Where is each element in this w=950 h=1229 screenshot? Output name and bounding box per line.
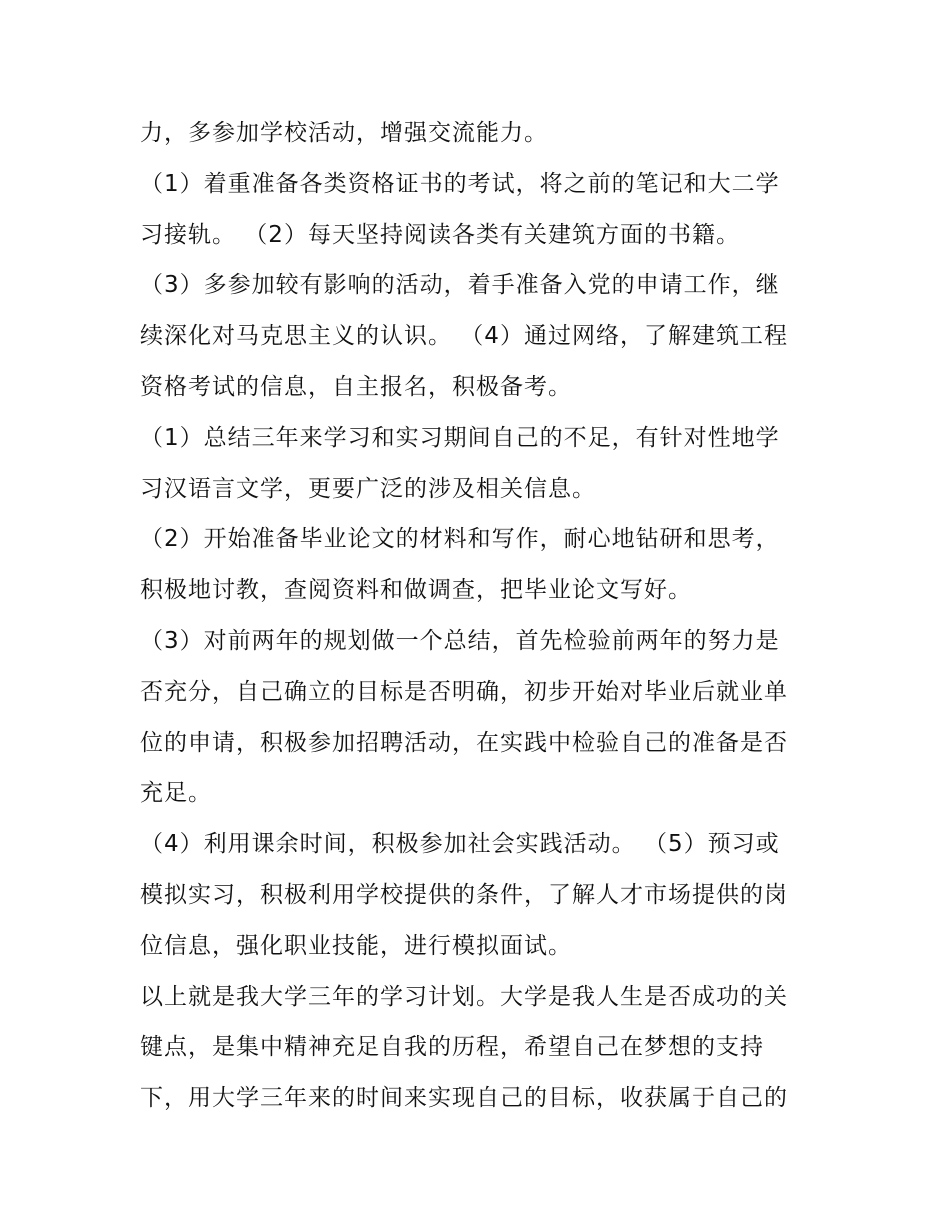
body-text bbox=[140, 108, 830, 1124]
text-line: 位的申请，积极参加招聘活动，在实践中检验自己的准备是否 bbox=[140, 729, 788, 756]
text-line: （1）总结三年来学习和实习期间自己的不足，有针对性地学 bbox=[140, 424, 780, 451]
text-line: （4）利用课余时间，积极参加社会实践活动。 （5）预习或 bbox=[140, 831, 780, 858]
text-line: 积极地讨教，查阅资料和做调查，把毕业论文写好。 bbox=[140, 577, 692, 604]
text-line: 模拟实习，积极利用学校提供的条件，了解人才市场提供的岗 bbox=[140, 881, 788, 908]
text-line: 力，多参加学校活动，增强交流能力。 bbox=[140, 120, 548, 146]
text-line: 习接轨。 （2）每天坚持阅读各类有关建筑方面的书籍。 bbox=[140, 221, 740, 248]
text-line: 位信息，强化职业技能，进行模拟面试。 bbox=[140, 932, 572, 959]
text-line: （2）开始准备毕业论文的材料和写作，耐心地钻研和思考， bbox=[140, 526, 780, 553]
text-line: 否充分，自己确立的目标是否明确，初步开始对毕业后就业单 bbox=[140, 678, 788, 705]
text-line: 下，用大学三年来的时间来实现自己的目标，收获属于自己的 bbox=[140, 1085, 788, 1112]
text-line: 资格考试的信息，自主报名，积极备考。 bbox=[140, 373, 572, 400]
text-line: 键点，是集中精神充足自我的历程，希望自己在梦想的支持 bbox=[140, 1034, 764, 1061]
text-line: 充足。 bbox=[140, 780, 212, 807]
text-line: 习汉语言文学，更要广泛的涉及相关信息。 bbox=[140, 475, 596, 502]
text-line: （3）多参加较有影响的活动，着手准备入党的申请工作，继 bbox=[140, 272, 780, 299]
text-line: 续深化对马克思主义的认识。 （4）通过网络，了解建筑工程 bbox=[140, 323, 788, 350]
text-line: （1）着重准备各类资格证书的考试，将之前的笔记和大二学 bbox=[140, 170, 780, 197]
text-line: 以上就是我大学三年的学习计划。大学是我人生是否成功的关 bbox=[140, 983, 788, 1010]
text-line: （3）对前两年的规划做一个总结，首先检验前两年的努力是 bbox=[140, 627, 780, 654]
